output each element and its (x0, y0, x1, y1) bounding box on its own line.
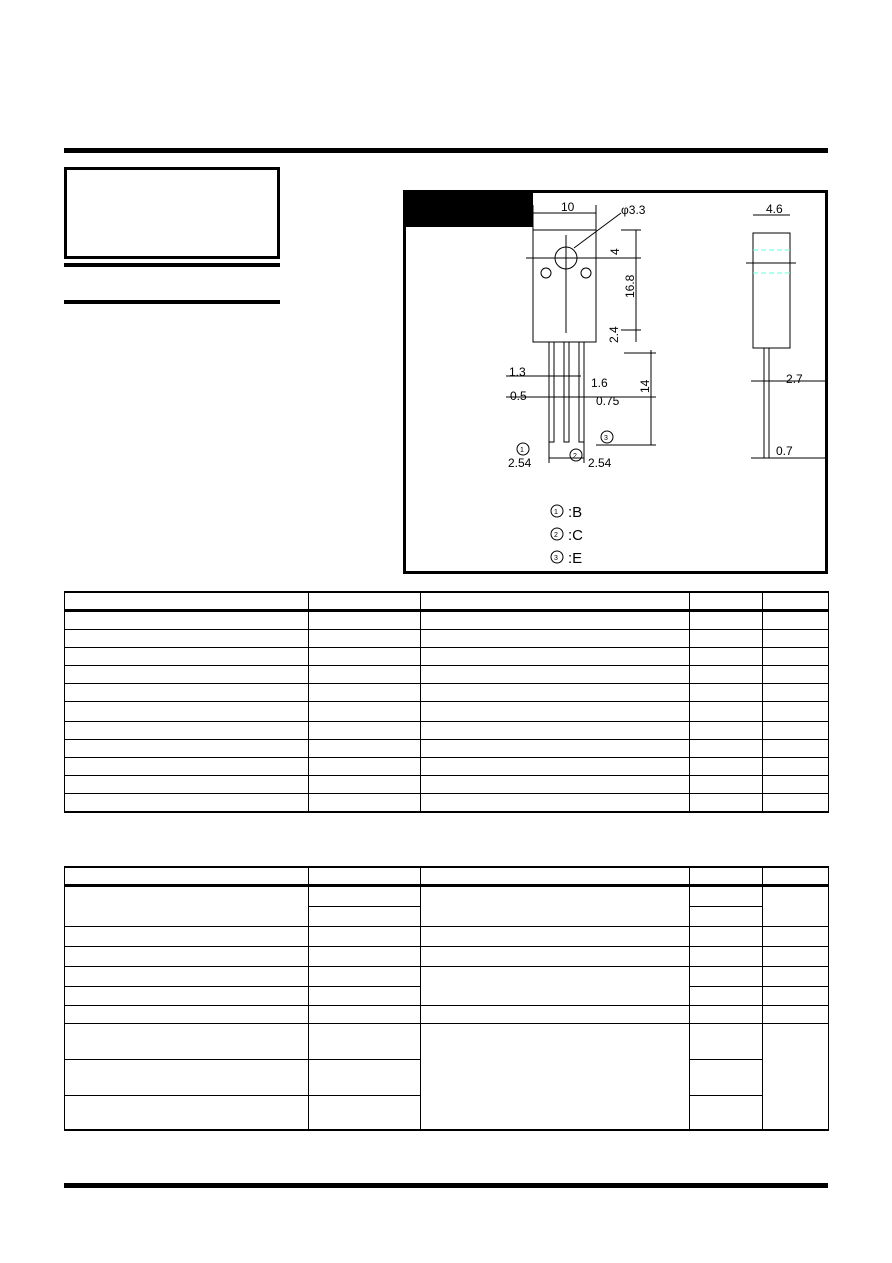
package-outline-frame (403, 190, 828, 574)
dim-top-to-hole: 4 (608, 248, 622, 255)
footer-rule (64, 1183, 828, 1188)
table-header-row (65, 867, 829, 886)
part-title-box (64, 167, 280, 259)
table-header-row (65, 592, 829, 611)
pin-callout-3: 3 (604, 435, 608, 442)
pin-callout-2: 2 (573, 453, 577, 460)
legend-pin-2-num: 2 (554, 532, 558, 539)
table-row (65, 702, 829, 722)
header-rule (64, 148, 828, 153)
table-row (65, 947, 829, 967)
legend-pin-2-name: :C (568, 527, 583, 544)
dim-pitch-right: 2.54 (588, 456, 612, 470)
table-row (65, 776, 829, 794)
dim-body-width: 10 (561, 200, 575, 214)
legend-pin-3-num: 3 (554, 555, 558, 562)
table-row (65, 1006, 829, 1024)
table-row (65, 794, 829, 813)
legend-pin-3-name: :E (568, 550, 583, 567)
legend-pin-1-num: 1 (554, 509, 558, 516)
dim-lead-length: 14 (638, 379, 652, 393)
dim-lead-shoulder: 1.3 (509, 365, 526, 379)
package-drawing (406, 193, 825, 571)
table-row (65, 927, 829, 947)
dim-thickness: 4.6 (766, 202, 783, 216)
legend-pin-1-name: :B (568, 504, 583, 521)
table-row (65, 648, 829, 666)
characteristics-table (64, 866, 829, 1131)
dim-hole: φ3.3 (621, 203, 646, 217)
pin-callout-1: 1 (520, 447, 524, 454)
title-underline-2 (64, 300, 280, 304)
table-row (65, 740, 829, 758)
dim-tab-step: 2.4 (607, 326, 621, 343)
table-row (65, 630, 829, 648)
table-row (65, 1024, 829, 1060)
table-row (65, 886, 829, 907)
dim-side-lead-thick: 0.7 (776, 444, 793, 458)
title-underline-1 (64, 263, 280, 267)
ratings-table (64, 591, 829, 813)
dim-lead-width-top: 1.6 (591, 376, 608, 390)
table-row (65, 684, 829, 702)
dim-lead-width: 0.75 (596, 394, 620, 408)
table-row (65, 758, 829, 776)
dim-pitch-left: 2.54 (508, 456, 532, 470)
dim-body-height: 16.8 (623, 274, 637, 298)
table-row (65, 666, 829, 684)
table-row (65, 967, 829, 987)
table-row (65, 611, 829, 630)
dim-side-lead-offset: 2.7 (786, 372, 803, 386)
dim-lead-thickness: 0.5 (510, 389, 527, 403)
table-row (65, 722, 829, 740)
